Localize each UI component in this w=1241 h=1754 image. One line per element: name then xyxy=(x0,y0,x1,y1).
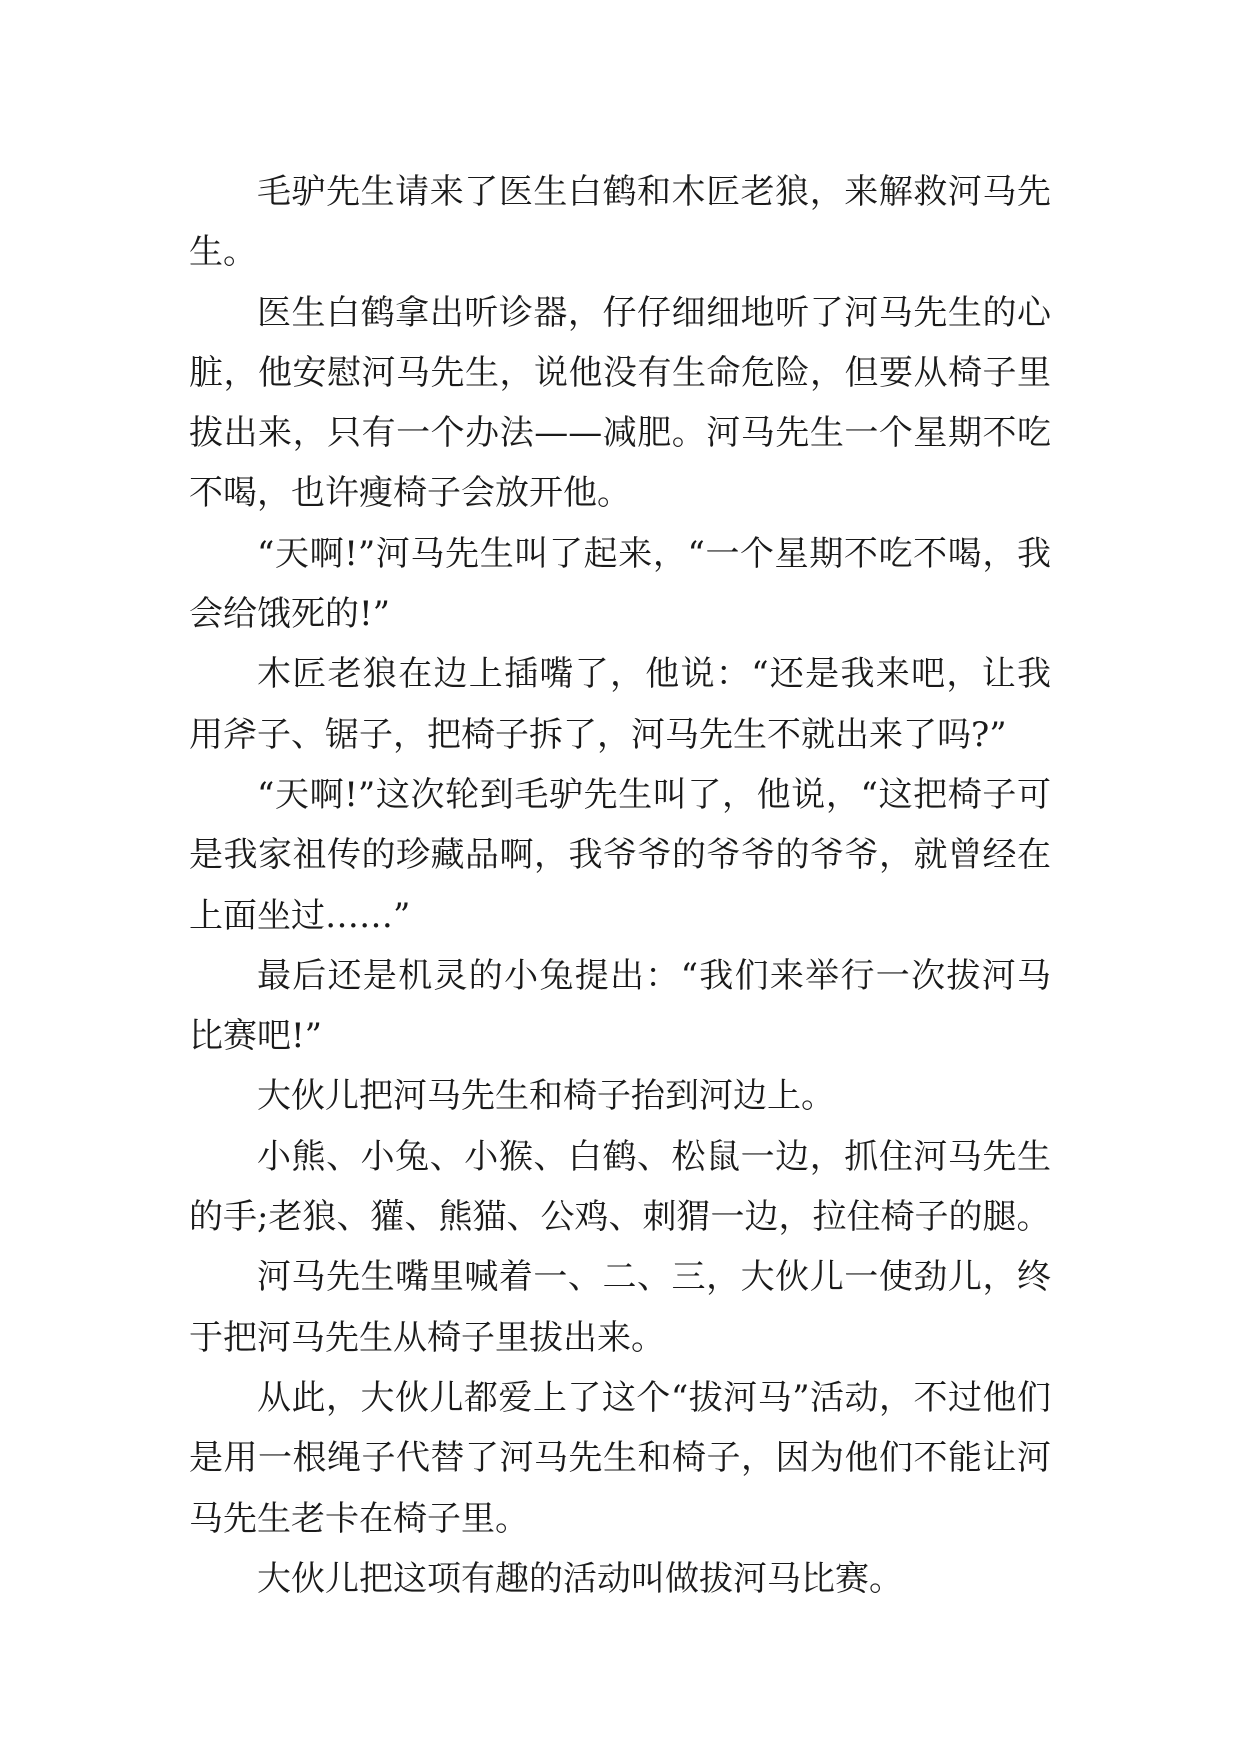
paragraph: 大伙儿把河马先生和椅子抬到河边上。 xyxy=(257,1076,835,1117)
paragraph: “天啊!”这次轮到毛驴先生叫了，他说，“这把椅子可是我家祖传的珍藏品啊，我爷爷的爷爷的爷爷，就曾经在上面坐过……” xyxy=(189,774,1051,936)
paragraph: 从此，大伙儿都爱上了这个“拔河马”活动，不过他们是用一根绳子代替了河马先生和椅子，因为他们不能让河马先生老卡在椅子里。 xyxy=(189,1377,1051,1539)
paragraph: 医生白鹤拿出听诊器，仔仔细细地听了河马先生的心脏，他安慰河马先生，说他没有生命危险，但要从椅子里拔出来，只有一个办法——减肥。河马先生一个星期不吃不喝，也许瘦椅子会放开他。 xyxy=(189,292,1051,514)
paragraph: 大伙儿把这项有趣的活动叫做拔河马比赛。 xyxy=(257,1558,903,1599)
paragraph: “天啊!”河马先生叫了起来，“一个星期不吃不喝，我会给饿死的!” xyxy=(189,533,1051,635)
paragraph: 最后还是机灵的小兔提出：“我们来举行一次拔河马比赛吧!” xyxy=(189,955,1051,1057)
story-text xyxy=(189,162,1051,1609)
paragraph: 毛驴先生请来了医生白鹤和木匠老狼，来解救河马先生。 xyxy=(189,172,1051,273)
paragraph: 木匠老狼在边上插嘴了，他说：“还是我来吧，让我用斧子、锯子，把椅子拆了，河马先生不就出来了吗?” xyxy=(189,654,1051,755)
paragraph: 河马先生嘴里喊着一、二、三，大伙儿一使劲儿，终于把河马先生从椅子里拔出来。 xyxy=(189,1257,1051,1358)
paragraph: 小熊、小兔、小猴、白鹤、松鼠一边，抓住河马先生的手;老狼、獾、熊猫、公鸡、刺猬一边，拉住椅子的腿。 xyxy=(189,1136,1051,1238)
